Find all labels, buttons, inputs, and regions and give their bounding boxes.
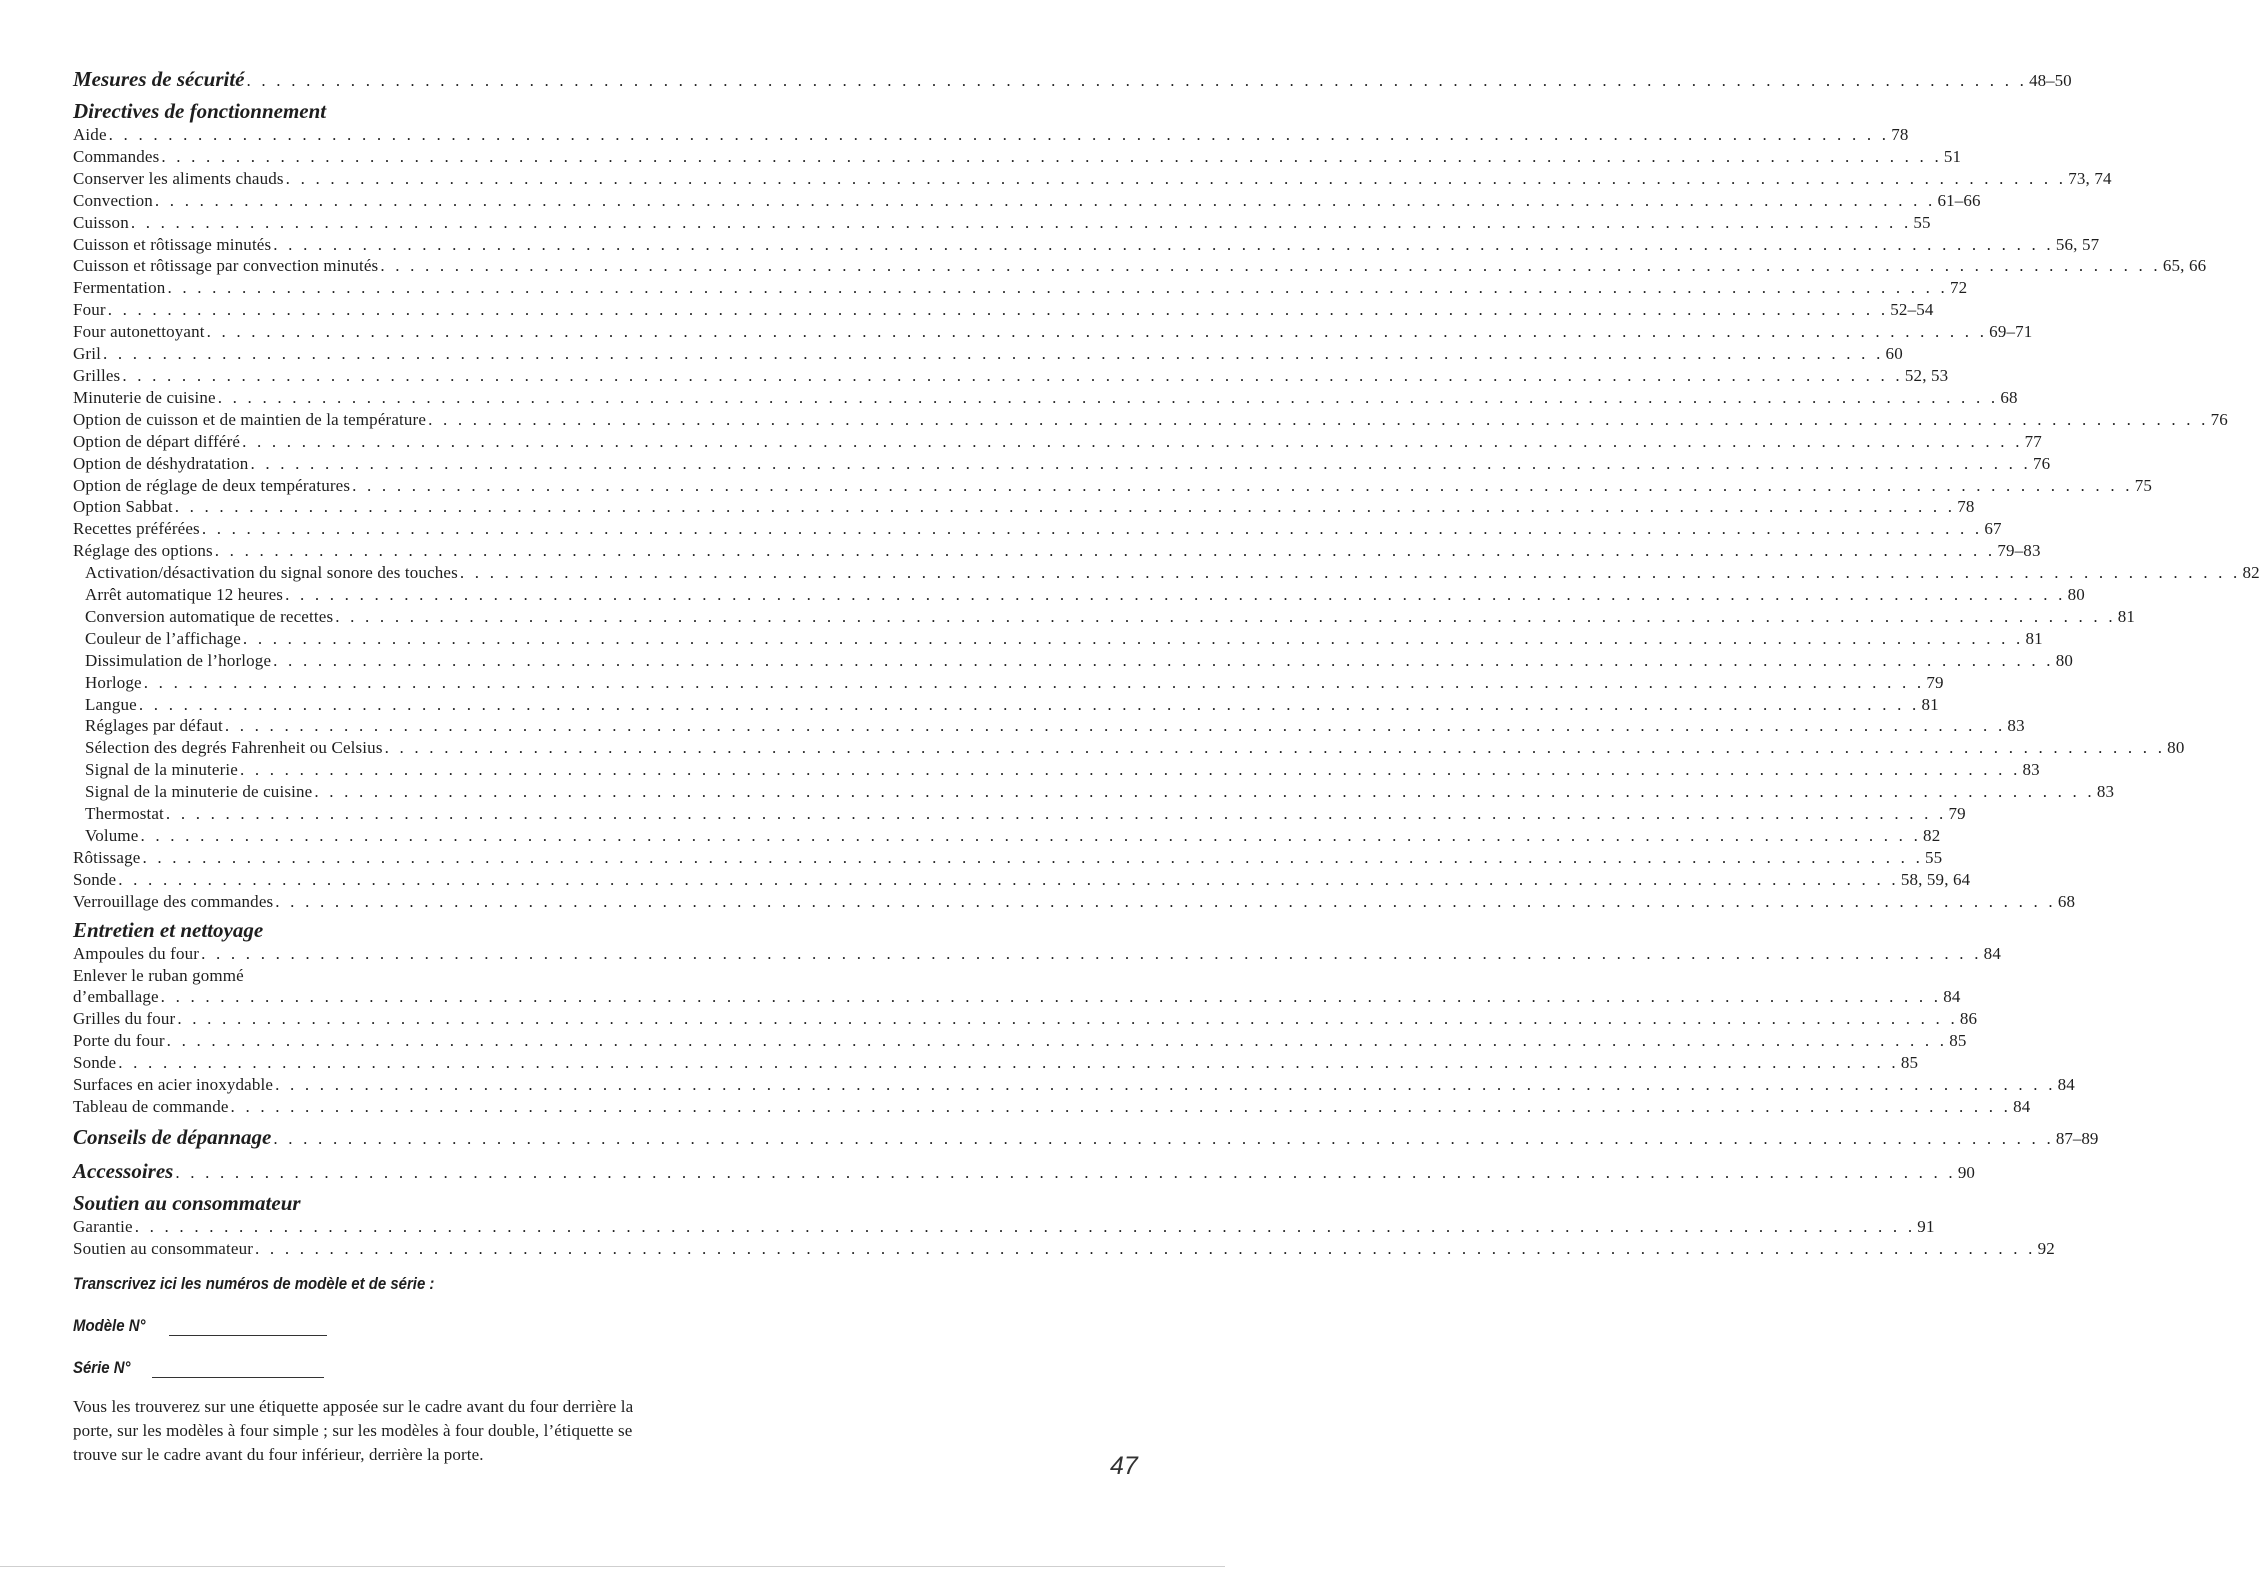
toc-entry — [73, 343, 1903, 365]
toc-leader-dots: . . . . . . . . . . . . . . . . . . . . . . . . . . . . . . . . . . . . . . . . . . . . . . . . . . . . . . . . . . . . . . . . . . . . . . . . . . . . . . . . . . . . . . . . . . . . . . . . . . . . . . . . . . . . . . . . . . . . . . . . — [102, 344, 1884, 364]
toc-subentry — [73, 628, 2043, 650]
toc-label: Cuisson et rôtissage minutés — [73, 234, 272, 254]
toc-entry — [73, 869, 1971, 891]
toc-subentry — [73, 715, 2025, 737]
toc-label: Réglage des options — [73, 541, 213, 561]
toc-subentry — [73, 803, 1966, 825]
toc-leader-dots: . . . . . . . . . . . . . . . . . . . . . . . . . . . . . . . . . . . . . . . . . . . . . . . . . . . . . . . . . . . . . . . . . . . . . . . . . . . . . . . . . . . . . . . . . . . . . . . . . . . . . . . . . . . . . . . . . . . . . . . . — [201, 519, 1983, 539]
toc-label: Surfaces en acier inoxydable — [73, 1075, 274, 1095]
toc-leader-dots: . . . . . . . . . . . . . . . . . . . . . . . . . . . . . . . . . . . . . . . . . . . . . . . . . . . . . . . . . . . . . . . . . . . . . . . . . . . . . . . . . . . . . . . . . . . . . . . . . . . . . . . . . . . . . . . . . . . . . . . . — [273, 234, 2054, 254]
toc-leader-dots: . . . . . . . . . . . . . . . . . . . . . . . . . . . . . . . . . . . . . . . . . . . . . . . . . . . . . . . . . . . . . . . . . . . . . . . . . . . . . . . . . . . . . . . . . . . . . . . . . . . . . . . . . . . . . . . . . . . . . . . . — [285, 585, 2066, 605]
toc-page: 81 — [2025, 628, 2043, 648]
toc-label: Aide — [73, 125, 107, 144]
toc-leader-dots: . . . . . . . . . . . . . . . . . . . . . . . . . . . . . . . . . . . . . . . . . . . . . . . . . . . . . . . . . . . . . . . . . . . . . . . . . . . . . . . . . . . . . . . . . . . . . . . . . . . . . . . . . . . . . . . . . . . . . . . . — [154, 190, 1936, 210]
toc-entry — [73, 453, 2051, 475]
model-number-field[interactable] — [169, 1321, 327, 1336]
toc-leader-dots: . . . . . . . . . . . . . . . . . . . . . . . . . . . . . . . . . . . . . . . . . . . . . . . . . . . . . . . . . . . . . . . . . . . . . . . . . . . . . . . . . . . . . . . . . . . . . . . . . . . . . . . . . . . . . . . . . . . . . . . . — [242, 431, 2023, 451]
toc-leader-dots: . . . . . . . . . . . . . . . . . . . . . . . . . . . . . . . . . . . . . . . . . . . . . . . . . . . . . . . . . . . . . . . . . . . . . . . . . . . . . . . . . . . . . . . . . . . . . . . . . . . . . . . . . . . . . . . . . . . . . . . . — [273, 650, 2054, 670]
toc-leader-dots: . . . . . . . . . . . . . . . . . . . . . . . . . . . . . . . . . . . . . . . . . . . . . . . . . . . . . . . . . . . . . . . . . . . . . . . . . . . . . . . . . . . . . . . . . . . . . . . . . . . . . . . . . . . . . . . . . . . . . . . . — [335, 606, 2116, 626]
toc-leader-dots: . . . . . . . . . . . . . . . . . . . . . . . . . . . . . . . . . . . . . . . . . . . . . . . . . . . . . . . . . . . . . . . . . . . . . . . . . . . . . . . . . . . . . . . . . . . . . . . . . . . . . . . . . . . . . . . . . . . . . . . . — [384, 738, 2166, 758]
toc-entry — [73, 496, 1975, 518]
toc-page: 69–71 — [1989, 322, 2033, 342]
toc-subentry — [73, 672, 1944, 694]
toc-page: 84 — [2057, 1075, 2075, 1095]
serial-number-field[interactable] — [152, 1363, 324, 1378]
toc-leader-dots: . . . . . . . . . . . . . . . . . . . . . . . . . . . . . . . . . . . . . . . . . . . . . . . . . . . . . . . . . . . . . . . . . . . . . . . . . . . . . . . . . . . . . . . . . . . . . . . . . . . . . . . . . . . . . . . . . . . . . . . . — [217, 387, 1999, 407]
toc-page: 73, 74 — [2068, 168, 2112, 188]
toc-entry — [73, 277, 1968, 299]
toc-label: Minuterie de cuisine — [73, 387, 216, 407]
toc-entry — [73, 1238, 2055, 1260]
toc-leader-dots: . . . . . . . . . . . . . . . . . . . . . . . . . . . . . . . . . . . . . . . . . . . . . . . . . . . . . . . . . . . . . . . . . . . . . . . . . . . . . . . . . . . . . . . . . . . . . . . . . . . . . . . . . . . . . . . . . . . . . . . . — [224, 716, 2006, 736]
toc-label: Volume — [85, 826, 139, 845]
toc-leader-dots: . . . . . . . . . . . . . . . . . . . . . . . . . . . . . . . . . . . . . . . . . . . . . . . . . . . . . . . . . . . . . . . . . . . . . . . . . . . . . . . . . . . . . . . . . . . . . . . . . . . . . . . . . . . . . . . . . . . . . . . . — [246, 71, 2028, 90]
toc-leader-dots: . . . . . . . . . . . . . . . . . . . . . . . . . . . . . . . . . . . . . . . . . . . . . . . . . . . . . . . . . . . . . . . . . . . . . . . . . . . . . . . . . . . . . . . . . . . . . . . . . . . . . . . . . . . . . . . . . . . . . . . . — [138, 694, 1920, 714]
toc-leader-dots: . . . . . . . . . . . . . . . . . . . . . . . . . . . . . . . . . . . . . . . . . . . . . . . . . . . . . . . . . . . . . . . . . . . . . . . . . . . . . . . . . . . . . . . . . . . . . . . . . . . . . . . . . . . . . . . . . . . . . . . . — [352, 475, 2133, 495]
toc-label: Cuisson — [73, 212, 129, 232]
toc-subentry — [73, 562, 2260, 584]
toc-entry — [73, 299, 1934, 321]
model-label: Modèle N° — [73, 1316, 146, 1335]
toc-entry — [73, 255, 2207, 277]
toc-page: 76 — [2033, 453, 2051, 473]
toc-label: Couleur de l’affichage — [85, 628, 241, 648]
record-numbers-section — [73, 1274, 634, 1378]
toc-heading — [73, 1158, 1975, 1186]
toc-page: 80 — [2167, 738, 2185, 758]
model-line — [73, 1316, 634, 1336]
toc-leader-dots: . . . . . . . . . . . . . . . . . . . . . . . . . . . . . . . . . . . . . . . . . . . . . . . . . . . . . . . . . . . . . . . . . . . . . . . . . . . . . . . . . . . . . . . . . . . . . . . . . . . . . . . . . . . . . . . . . . . . . . . . — [118, 1053, 1899, 1073]
toc-leader-dots: . . . . . . . . . . . . . . . . . . . . . . . . . . . . . . . . . . . . . . . . . . . . . . . . . . . . . . . . . . . . . . . . . . . . . . . . . . . . . . . . . . . . . . . . . . . . . . . . . . . . . . . . . . . . . . . . . . . . . . . . — [167, 278, 1949, 298]
toc-page: 78 — [1957, 497, 1975, 517]
toc-label: Activation/désactivation du signal sonore des touches — [85, 563, 458, 583]
toc-entry — [73, 1216, 1935, 1238]
toc-label: Option de cuisson et de maintien de la température — [73, 409, 427, 429]
toc-entry — [73, 124, 1909, 146]
toc-leader-dots: . . . . . . . . . . . . . . . . . . . . . . . . . . . . . . . . . . . . . . . . . . . . . . . . . . . . . . . . . . . . . . . . . . . . . . . . . . . . . . . . . . . . . . . . . . . . . . . . . . . . . . . . . . . . . . . . . . . . . . . . — [250, 453, 2032, 473]
toc-page: 76 — [2210, 409, 2228, 429]
toc-page: 90 — [1957, 1162, 1975, 1182]
toc-label: Thermostat — [85, 804, 164, 824]
toc-leader-dots: . . . . . . . . . . . . . . . . . . . . . . . . . . . . . . . . . . . . . . . . . . . . . . . . . . . . . . . . . . . . . . . . . . . . . . . . . . . . . . . . . . . . . . . . . . . . . . . . . . . . . . . . . . . . . . . . . . . . . . . . — [122, 365, 1903, 385]
toc-page: 92 — [2037, 1238, 2055, 1258]
toc-page: 72 — [1950, 278, 1968, 298]
toc-page: 85 — [1949, 1031, 1967, 1051]
toc-page: 79–83 — [1997, 541, 2041, 561]
toc-entry — [73, 190, 1981, 212]
toc-subentry — [73, 694, 1939, 716]
toc-page: 87–89 — [2055, 1128, 2099, 1148]
toc-leader-dots: . . . . . . . . . . . . . . . . . . . . . . . . . . . . . . . . . . . . . . . . . . . . . . . . . . . . . . . . . . . . . . . . . . . . . . . . . . . . . . . . . . . . . . . . . . . . . . . . . . . . . . . . . . . . . . . . . . . . . . . . — [428, 409, 2209, 429]
toc-label: Enlever le ruban gommé — [73, 965, 244, 985]
toc-leader-dots: . . . . . . . . . . . . . . . . . . . . . . . . . . . . . . . . . . . . . . . . . . . . . . . . . . . . . . . . . . . . . . . . . . . . . . . . . . . . . . . . . . . . . . . . . . . . . . . . . . . . . . . . . . . . . . . . . . . . . . . . — [255, 1238, 2036, 1258]
toc-page: 58, 59, 64 — [1900, 869, 1971, 889]
toc-label: Recettes préférées — [73, 519, 200, 539]
toc-label: Option de déshydratation — [73, 453, 249, 473]
toc-page: 80 — [2067, 585, 2085, 605]
toc-entry — [73, 891, 2076, 913]
toc-label: Four — [73, 300, 106, 320]
toc-leader-dots: . . . . . . . . . . . . . . . . . . . . . . . . . . . . . . . . . . . . . . . . . . . . . . . . . . . . . . . . . . . . . . . . . . . . . . . . . . . . . . . . . . . . . . . . . . . . . . . . . . . . . . . . . . . . . . . . . . . . . . . . — [108, 125, 1890, 144]
toc-label: Conserver les aliments chauds — [73, 168, 284, 188]
toc-subentry — [73, 650, 2074, 672]
toc-leader-dots: . . . . . . . . . . . . . . . . . . . . . . . . . . . . . . . . . . . . . . . . . . . . . . . . . . . . . . . . . . . . . . . . . . . . . . . . . . . . . . . . . . . . . . . . . . . . . . . . . . . . . . . . . . . . . . . . . . . . . . . . — [314, 782, 2095, 802]
toc-leader-dots: . . . . . . . . . . . . . . . . . . . . . . . . . . . . . . . . . . . . . . . . . . . . . . . . . . . . . . . . . . . . . . . . . . . . . . . . . . . . . . . . . . . . . . . . . . . . . . . . . . . . . . . . . . . . . . . . . . . . . . . . — [134, 1216, 1916, 1236]
toc-label: Horloge — [85, 672, 142, 692]
toc-label: Signal de la minuterie — [85, 760, 238, 780]
toc-page: 80 — [2055, 650, 2074, 670]
toc-page: 77 — [2024, 431, 2042, 451]
toc-label: Option de réglage de deux températures — [73, 475, 351, 495]
toc-label: Option Sabbat — [73, 497, 173, 517]
toc-leader-dots: . . . . . . . . . . . . . . . . . . . . . . . . . . . . . . . . . . . . . . . . . . . . . . . . . . . . . . . . . . . . . . . . . . . . . . . . . . . . . . . . . . . . . . . . . . . . . . . . . . . . . . . . . . . . . . . . . . . . . . . . — [177, 1009, 1958, 1029]
toc-label: Commandes — [73, 146, 160, 166]
toc-label: Directives de fonctionnement — [73, 99, 327, 123]
table-of-contents — [73, 66, 2260, 1260]
toc-label: Four autonettoyant — [73, 322, 205, 342]
toc-label: Gril — [73, 344, 101, 364]
toc-label: Conversion automatique de recettes — [85, 606, 334, 626]
toc-entry — [73, 365, 1949, 387]
bottom-rule — [0, 1566, 1225, 1567]
toc-entry — [73, 965, 634, 987]
toc-entry — [73, 986, 1961, 1008]
toc-leader-dots: . . . . . . . . . . . . . . . . . . . . . . . . . . . . . . . . . . . . . . . . . . . . . . . . . . . . . . . . . . . . . . . . . . . . . . . . . . . . . . . . . . . . . . . . . . . . . . . . . . . . . . . . . . . . . . . . . . . . . . . . — [214, 541, 1996, 561]
toc-leader-dots: . . . . . . . . . . . . . . . . . . . . . . . . . . . . . . . . . . . . . . . . . . . . . . . . . . . . . . . . . . . . . . . . . . . . . . . . . . . . . . . . . . . . . . . . . . . . . . . . . . . . . . . . . . . . . . . . . . . . . . . . — [174, 497, 1956, 517]
toc-page: 65, 66 — [2162, 256, 2207, 276]
toc-leader-dots: . . . . . . . . . . . . . . . . . . . . . . . . . . . . . . . . . . . . . . . . . . . . . . . . . . . . . . . . . . . . . . . . . . . . . . . . . . . . . . . . . . . . . . . . . . . . . . . . . . . . . . . . . . . . . . . . . . . . . . . . — [275, 891, 2056, 911]
toc-leader-dots: . . . . . . . . . . . . . . . . . . . . . . . . . . . . . . . . . . . . . . . . . . . . . . . . . . . . . . . . . . . . . . . . . . . . . . . . . . . . . . . . . . . . . . . . . . . . . . . . . . . . . . . . . . . . . . . . . . . . . . . . — [165, 804, 1947, 824]
toc-page: 60 — [1885, 344, 1903, 364]
toc-subentry — [73, 759, 2040, 781]
toc-label: Fermentation — [73, 278, 166, 298]
toc-entry — [73, 540, 2041, 562]
toc-page: 82 — [2242, 563, 2260, 583]
toc-page: 55 — [1913, 212, 1931, 232]
toc-label: Grilles du four — [73, 1009, 176, 1029]
toc-leader-dots: . . . . . . . . . . . . . . . . . . . . . . . . . . . . . . . . . . . . . . . . . . . . . . . . . . . . . . . . . . . . . . . . . . . . . . . . . . . . . . . . . . . . . . . . . . . . . . . . . . . . . . . . . . . . . . . . . . . . . . . . — [285, 168, 2067, 188]
toc-leader-dots: . . . . . . . . . . . . . . . . . . . . . . . . . . . . . . . . . . . . . . . . . . . . . . . . . . . . . . . . . . . . . . . . . . . . . . . . . . . . . . . . . . . . . . . . . . . . . . . . . . . . . . . . . . . . . . . . . . . . . . . . — [166, 1031, 1948, 1051]
toc-entry — [73, 168, 2112, 190]
toc-leader-dots: . . . . . . . . . . . . . . . . . . . . . . . . . . . . . . . . . . . . . . . . . . . . . . . . . . . . . . . . . . . . . . . . . . . . . . . . . . . . . . . . . . . . . . . . . . . . . . . . . . . . . . . . . . . . . . . . . . . . . . . . — [160, 987, 1942, 1007]
toc-leader-dots: . . . . . . . . . . . . . . . . . . . . . . . . . . . . . . . . . . . . . . . . . . . . . . . . . . . . . . . . . . . . . . . . . . . . . . . . . . . . . . . . . . . . . . . . . . . . . . . . . . . . . . . . . . . . . . . . . . . . . . . . — [242, 628, 2024, 648]
toc-page: 61–66 — [1937, 190, 1981, 210]
toc-leader-dots: . . . . . . . . . . . . . . . . . . . . . . . . . . . . . . . . . . . . . . . . . . . . . . . . . . . . . . . . . . . . . . . . . . . . . . . . . . . . . . . . . . . . . . . . . . . . . . . . . . . . . . . . . . . . . . . . . . . . . . . . — [230, 1096, 2012, 1116]
serial-label: Série N° — [73, 1358, 131, 1377]
location-note: Vous les trouverez sur une étiquette apposée sur le cadre avant du four derrière la porte, sur les modèles à four simple ; sur les modèles à four double, l’étiquette se trouve sur le cadre avant du four inférieur, derrière la porte. — [73, 1397, 634, 1464]
toc-page: 83 — [2022, 760, 2040, 780]
toc-entry — [73, 518, 2002, 540]
toc-label: d’emballage — [73, 987, 159, 1007]
toc-entry — [73, 321, 2033, 343]
toc-entry — [73, 234, 2100, 256]
toc-leader-dots: . . . . . . . . . . . . . . . . . . . . . . . . . . . . . . . . . . . . . . . . . . . . . . . . . . . . . . . . . . . . . . . . . . . . . . . . . . . . . . . . . . . . . . . . . . . . . . . . . . . . . . . . . . . . . . . . . . . . . . . . — [140, 826, 1922, 845]
toc-entry — [73, 1008, 1978, 1030]
toc-entry — [73, 1074, 2075, 1096]
toc-leader-dots: . . . . . . . . . . . . . . . . . . . . . . . . . . . . . . . . . . . . . . . . . . . . . . . . . . . . . . . . . . . . . . . . . . . . . . . . . . . . . . . . . . . . . . . . . . . . . . . . . . . . . . . . . . . . . . . . . . . . . . . . — [275, 1075, 2056, 1095]
toc-entry — [73, 943, 2001, 965]
toc-entry — [73, 387, 2018, 409]
serial-line — [73, 1358, 634, 1378]
record-title: Transcrivez ici les numéros de modèle et de série : — [73, 1274, 435, 1293]
toc-leader-dots: . . . . . . . . . . . . . . . . . . . . . . . . . . . . . . . . . . . . . . . . . . . . . . . . . . . . . . . . . . . . . . . . . . . . . . . . . . . . . . . . . . . . . . . . . . . . . . . . . . . . . . . . . . . . . . . . . . . . . . . . — [206, 322, 1988, 342]
toc-page: 82 — [1923, 826, 1941, 845]
toc-entry — [73, 475, 2152, 497]
toc-page: 48–50 — [2029, 71, 2072, 90]
toc-label: Langue — [85, 694, 137, 714]
toc-entry — [73, 1030, 1967, 1052]
toc-page: 79 — [1948, 804, 1966, 824]
toc-page: 67 — [1984, 519, 2002, 539]
toc-entry — [73, 431, 2042, 453]
toc-page: 86 — [1959, 1009, 1978, 1029]
toc-label: Dissimulation de l’horloge — [85, 650, 272, 670]
toc-leader-dots: . . . . . . . . . . . . . . . . . . . . . . . . . . . . . . . . . . . . . . . . . . . . . . . . . . . . . . . . . . . . . . . . . . . . . . . . . . . . . . . . . . . . . . . . . . . . . . . . . . . . . . . . . . . . . . . . . . . . . . . . — [143, 672, 1925, 692]
toc-leader-dots: . . . . . . . . . . . . . . . . . . . . . . . . . . . . . . . . . . . . . . . . . . . . . . . . . . . . . . . . . . . . . . . . . . . . . . . . . . . . . . . . . . . . . . . . . . . . . . . . . . . . . . . . . . . . . . . . . . . . . . . . — [142, 847, 1924, 867]
toc-heading — [73, 66, 2072, 94]
toc-page: 51 — [1943, 146, 1962, 166]
toc-leader-dots: . . . . . . . . . . . . . . . . . . . . . . . . . . . . . . . . . . . . . . . . . . . . . . . . . . . . . . . . . . . . . . . . . . . . . . . . . . . . . . . . . . . . . . . . . . . . . . . . . . . . . . . . . . . . . . . . . . . . . . . . — [118, 869, 1899, 889]
toc-label: Sonde — [73, 869, 117, 889]
toc-label: Arrêt automatique 12 heures — [85, 585, 284, 605]
toc-label: Signal de la minuterie de cuisine — [85, 782, 313, 802]
toc-label: Verrouillage des commandes — [73, 891, 274, 911]
toc-entry — [73, 212, 1931, 234]
toc-section-title — [73, 917, 634, 943]
toc-subentry — [73, 825, 1941, 847]
toc-leader-dots: . . . . . . . . . . . . . . . . . . . . . . . . . . . . . . . . . . . . . . . . . . . . . . . . . . . . . . . . . . . . . . . . . . . . . . . . . . . . . . . . . . . . . . . . . . . . . . . . . . . . . . . . . . . . . . . . . . . . . . . . — [380, 256, 2161, 276]
toc-label: Sonde — [73, 1053, 117, 1073]
toc-label: Accessoires — [73, 1158, 174, 1183]
toc-entry — [73, 146, 1962, 168]
toc-leader-dots: . . . . . . . . . . . . . . . . . . . . . . . . . . . . . . . . . . . . . . . . . . . . . . . . . . . . . . . . . . . . . . . . . . . . . . . . . . . . . . . . . . . . . . . . . . . . . . . . . . . . . . . . . . . . . . . . . . . . . . . . — [130, 212, 1912, 232]
toc-label: Soutien au consommateur — [73, 1190, 301, 1215]
toc-leader-dots: . . . . . . . . . . . . . . . . . . . . . . . . . . . . . . . . . . . . . . . . . . . . . . . . . . . . . . . . . . . . . . . . . . . . . . . . . . . . . . . . . . . . . . . . . . . . . . . . . . . . . . . . . . . . . . . . . . . . . . . . — [459, 563, 2241, 583]
toc-page: 68 — [2057, 891, 2076, 911]
toc-page: 83 — [2096, 782, 2115, 802]
toc-label: Réglages par défaut — [85, 716, 223, 736]
toc-page: 91 — [1917, 1216, 1935, 1236]
toc-page: 52, 53 — [1904, 365, 1949, 385]
toc-entry — [73, 847, 1943, 869]
toc-leader-dots: . . . . . . . . . . . . . . . . . . . . . . . . . . . . . . . . . . . . . . . . . . . . . . . . . . . . . . . . . . . . . . . . . . . . . . . . . . . . . . . . . . . . . . . . . . . . . . . . . . . . . . . . . . . . . . . . . . . . . . . . — [161, 146, 1942, 166]
toc-page: 81 — [2117, 606, 2136, 626]
toc-page: 55 — [1925, 847, 1943, 867]
toc-entry — [73, 1052, 1919, 1074]
toc-label: Porte du four — [73, 1031, 165, 1051]
toc-page: 52–54 — [1890, 300, 1934, 320]
toc-label: Entretien et nettoyage — [73, 917, 264, 942]
toc-section-title — [73, 98, 634, 124]
toc-subentry — [73, 606, 2136, 628]
toc-leader-dots: . . . . . . . . . . . . . . . . . . . . . . . . . . . . . . . . . . . . . . . . . . . . . . . . . . . . . . . . . . . . . . . . . . . . . . . . . . . . . . . . . . . . . . . . . . . . . . . . . . . . . . . . . . . . . . . . . . . . . . . . — [239, 760, 2021, 780]
toc-subentry — [73, 737, 2185, 759]
toc-section-title — [73, 1190, 634, 1216]
toc-label: Rôtissage — [73, 847, 141, 867]
toc-subentry — [73, 584, 2085, 606]
toc-page: 68 — [2000, 387, 2018, 407]
toc-label: Mesures de sécurité — [73, 67, 245, 91]
toc-label: Convection — [73, 190, 153, 210]
toc-page: 75 — [2134, 475, 2152, 495]
toc-label: Sélection des degrés Fahrenheit ou Celsius — [85, 738, 383, 758]
toc-label: Garantie — [73, 1216, 133, 1236]
toc-label: Tableau de commande — [73, 1096, 229, 1116]
page-number: 47 — [1110, 1452, 1138, 1480]
toc-label: Soutien au consommateur — [73, 1238, 254, 1258]
toc-subentry — [73, 781, 2115, 803]
toc-label: Ampoules du four — [73, 943, 200, 963]
toc-page: 56, 57 — [2055, 234, 2100, 254]
toc-leader-dots: . . . . . . . . . . . . . . . . . . . . . . . . . . . . . . . . . . . . . . . . . . . . . . . . . . . . . . . . . . . . . . . . . . . . . . . . . . . . . . . . . . . . . . . . . . . . . . . . . . . . . . . . . . . . . . . . . . . . . . . . — [273, 1128, 2054, 1148]
toc-page: 85 — [1900, 1053, 1919, 1073]
toc-heading — [73, 1124, 2099, 1152]
toc-page: 84 — [2013, 1096, 2031, 1116]
toc-entry — [73, 409, 2228, 431]
toc-label: Grilles — [73, 365, 121, 385]
toc-label: Option de départ différé — [73, 431, 241, 451]
toc-entry — [73, 1096, 2031, 1118]
toc-leader-dots: . . . . . . . . . . . . . . . . . . . . . . . . . . . . . . . . . . . . . . . . . . . . . . . . . . . . . . . . . . . . . . . . . . . . . . . . . . . . . . . . . . . . . . . . . . . . . . . . . . . . . . . . . . . . . . . . . . . . . . . . — [175, 1162, 1956, 1182]
toc-page: 81 — [1921, 694, 1939, 714]
toc-label: Conseils de dépannage — [73, 1124, 272, 1149]
toc-leader-dots: . . . . . . . . . . . . . . . . . . . . . . . . . . . . . . . . . . . . . . . . . . . . . . . . . . . . . . . . . . . . . . . . . . . . . . . . . . . . . . . . . . . . . . . . . . . . . . . . . . . . . . . . . . . . . . . . . . . . . . . . — [107, 300, 1889, 320]
toc-page: 84 — [1983, 943, 2001, 963]
toc-page: 83 — [2007, 716, 2025, 736]
toc-page: 79 — [1926, 672, 1944, 692]
toc-label: Cuisson et rôtissage par convection minutés — [73, 256, 379, 276]
toc-page: 78 — [1891, 125, 1909, 144]
toc-page: 84 — [1943, 987, 1961, 1007]
toc-leader-dots: . . . . . . . . . . . . . . . . . . . . . . . . . . . . . . . . . . . . . . . . . . . . . . . . . . . . . . . . . . . . . . . . . . . . . . . . . . . . . . . . . . . . . . . . . . . . . . . . . . . . . . . . . . . . . . . . . . . . . . . . — [201, 943, 1982, 963]
